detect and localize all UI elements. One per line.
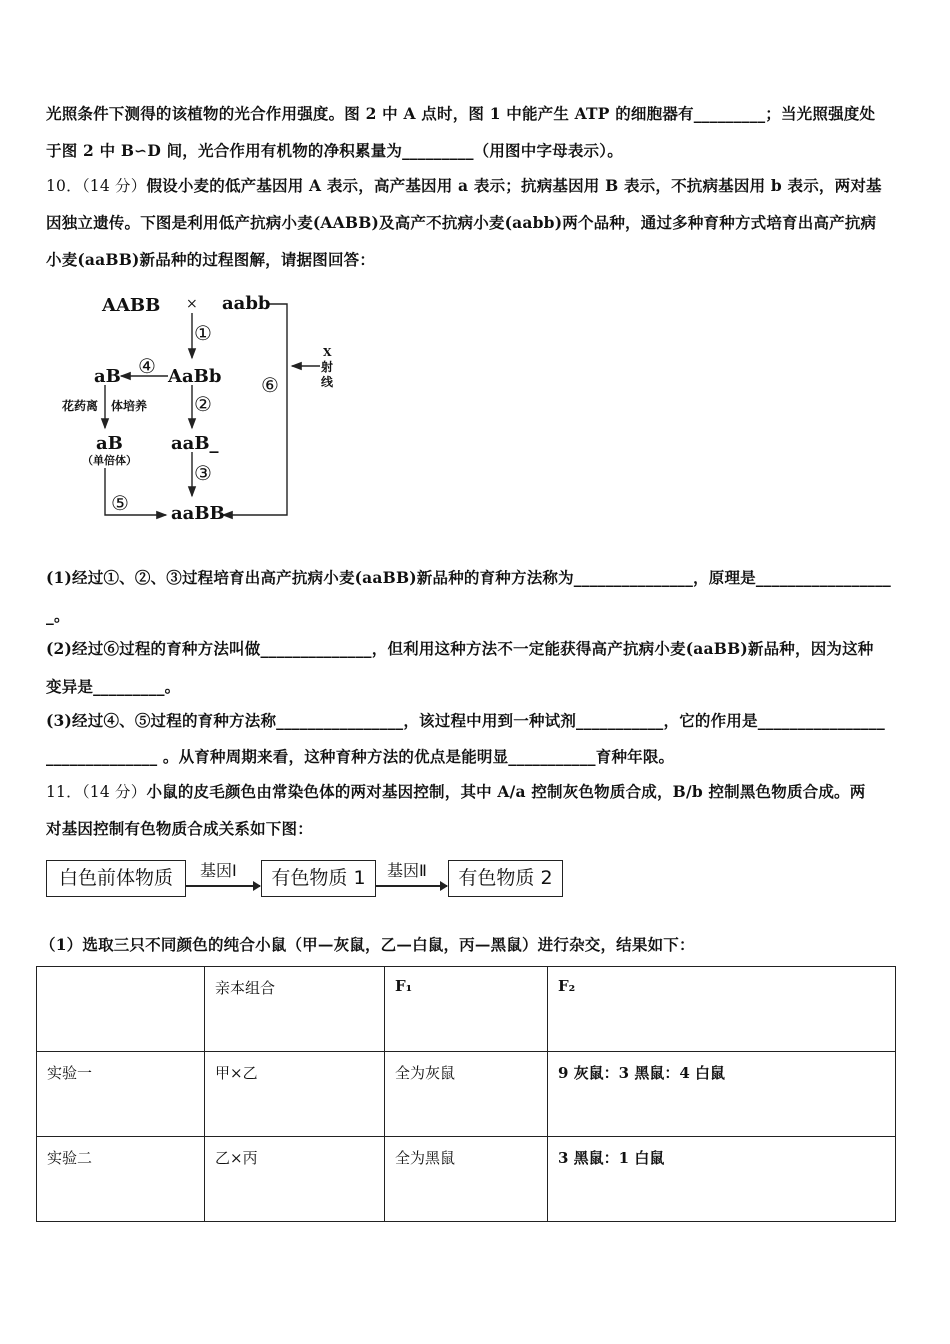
q10-sub1-line1: (1)经过①、②、③过程培育出高产抗病小麦(aaBB)新品种的育种方法称为_______________，原理是_________________	[46, 568, 892, 587]
q10-text: 假设小麦的低产基因用 A 表示，高产基因用 a 表示；抗病基因用 B 表示，不抗病基因用 b 表示，两对基	[146, 176, 882, 195]
table-cell: 实验一	[37, 1052, 205, 1137]
q10-sub2-line2: 变异是_________。	[46, 677, 181, 696]
q10-line3: 小麦(aaBB)新品种的过程图解，请据图回答：	[46, 250, 376, 269]
q10-sub1-line2: _。	[46, 606, 70, 625]
genotype-AaBb: AaBb	[168, 366, 222, 387]
q11-line2: 对基因控制有色物质合成关系如下图：	[46, 819, 313, 838]
q9-text-line2: 于图 2 中 B∽D 间，光合作用有机物的净积累量为_________（用图中字母表示）。	[46, 141, 623, 160]
q11-line1	[46, 780, 865, 802]
flow-arrow-2	[376, 885, 447, 887]
cross-results-table	[36, 966, 896, 1222]
genotype-aaBB: aaBB	[171, 503, 225, 524]
breeding-diagram	[0, 0, 950, 540]
table-row	[37, 1137, 896, 1222]
step-6: ⑥	[261, 373, 279, 397]
xray-label-x: X	[323, 346, 332, 359]
q10-line2: 因独立遗传。下图是利用低产抗病小麦(AABB)及高产不抗病小麦(aabb)两个品种，通过多种育种方式培育出高产抗病	[46, 213, 877, 232]
haploid-aB: aB	[96, 433, 123, 454]
genotype-aabb: aabb	[222, 293, 271, 314]
anther-culture-label-1: 花药离	[62, 399, 99, 413]
table-cell: 全为黑鼠	[385, 1137, 548, 1222]
flow-gene2-label: 基因Ⅱ	[387, 861, 427, 880]
flow-box-white-precursor: 白色前体物质	[46, 860, 186, 897]
haploid-label: （单倍体）	[82, 454, 137, 467]
xray-label-she: 射	[321, 360, 334, 374]
cross-symbol: ×	[186, 296, 198, 312]
q10-sub3-line1: (3)经过④、⑤过程的育种方法称________________，该过程中用到一种试剂___________，它的作用是________________	[46, 711, 885, 730]
table-header-row	[37, 967, 896, 1052]
q11-number: 11．（14 分）	[46, 783, 147, 801]
genotype-aaB_: aaB_	[171, 433, 219, 454]
step-1: ①	[194, 321, 212, 345]
q9-text-line1: 光照条件下测得的该植物的光合作用强度。图 2 中 A 点时，图 1 中能产生 ATP 的细胞器有_________；当光照强度处	[46, 104, 876, 123]
xray-label-xian: 线	[321, 375, 334, 389]
table-cell: 实验二	[37, 1137, 205, 1222]
step-3: ③	[194, 461, 212, 485]
table-header-cell	[37, 967, 205, 1052]
table-cell: 乙×丙	[205, 1137, 385, 1222]
q11-text: 小鼠的皮毛颜色由常染色体的两对基因控制，其中 A/a 控制灰色物质合成，B/b 控制黑色物质合成。两	[146, 782, 866, 801]
table-header-cell: 亲本组合	[205, 967, 385, 1052]
flow-box-pigment2: 有色物质 2	[448, 860, 563, 897]
table-cell: 甲×乙	[205, 1052, 385, 1137]
table-header-cell: F₂	[548, 967, 896, 1052]
step-5: ⑤	[111, 491, 129, 515]
table-row	[37, 1052, 896, 1137]
genotype-AABB: AABB	[102, 295, 161, 316]
q10-sub3-line2: ______________ 。从育种周期来看，这种育种方法的优点是能明显___________育种年限。	[46, 747, 675, 766]
table-cell: 3 黑鼠：1 白鼠	[548, 1137, 896, 1222]
table-cell: 9 灰鼠：3 黑鼠：4 白鼠	[548, 1052, 896, 1137]
flow-arrow-1	[186, 885, 260, 887]
flow-box-pigment1: 有色物质 1	[261, 860, 376, 897]
gamete-aB: aB	[94, 366, 121, 387]
anther-culture-label-2: 体培养	[111, 399, 148, 413]
step-2: ②	[194, 392, 212, 416]
q10-sub2-line1: (2)经过⑥过程的育种方法叫做______________，但利用这种方法不一定能获得高产抗病小麦(aaBB)新品种，因为这种	[46, 639, 874, 658]
flow-gene1-label: 基因Ⅰ	[200, 861, 237, 880]
table-cell: 全为灰鼠	[385, 1052, 548, 1137]
table-header-cell: F₁	[385, 967, 548, 1052]
q11-sub1: （1）选取三只不同颜色的纯合小鼠（甲—灰鼠，乙—白鼠，丙—黑鼠）进行杂交，结果如下：	[40, 935, 695, 954]
step-4: ④	[138, 354, 156, 378]
q10-number: 10．（14 分）	[46, 177, 147, 195]
